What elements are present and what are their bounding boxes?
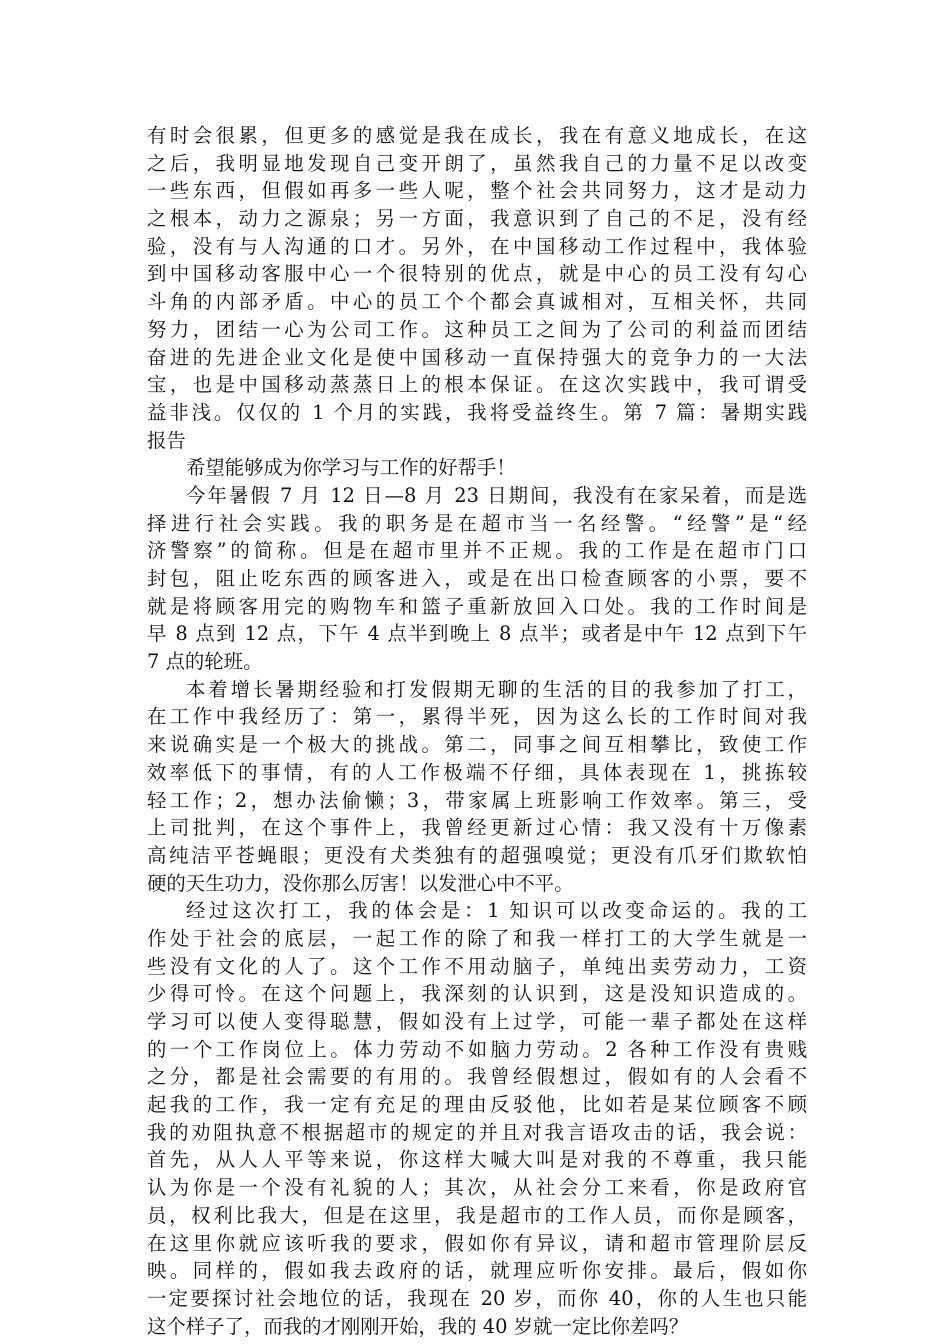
text-line: 首先，从人人平等来说，你这样大喊大叫是对我的不尊重，我只能	[147, 1148, 807, 1172]
document-body	[147, 122, 807, 1340]
text-line: 有时会很累，但更多的感觉是我在成长，我在有意义地成长，在这	[147, 124, 807, 147]
text-line: 今年暑假 7 月 12 日—8 月 23 日期间，我没有在家呆着，而是选	[186, 483, 807, 507]
text-line: 一定要探讨社会地位的话，我现在 20 岁，而你 40，你的人生也只能	[147, 1286, 807, 1310]
text-line: 经过这次打工，我的体会是：1 知识可以改变命运的。我的工	[186, 899, 807, 923]
text-line: 映。同样的，假如我去政府的话，就理应听你安排。最后，假如你	[147, 1259, 807, 1283]
text-line: 来说确实是一个极大的挑战。第二，同事之间互相攀比，致使工作	[147, 733, 807, 757]
text-line: 上司批判，在这个事件上，我曾经更新过心情：我又没有十万像素	[147, 816, 807, 840]
text-line: 奋进的先进企业文化是使中国移动一直保持强大的竞争力的一大法	[147, 345, 807, 369]
text-line: 之根本，动力之源泉；另一方面，我意识到了自己的不足，没有经	[147, 207, 807, 231]
text-line: 斗角的内部矛盾。中心的员工个个都会真诚相对，互相关怀，共同	[147, 290, 807, 314]
text-line: 早 8 点到 12 点，下午 4 点半到晚上 8 点半；或者是中午 12 点到下午	[147, 622, 807, 646]
text-line: 学习可以使人变得聪慧，假如没有上过学，可能一辈子都处在这样	[147, 1010, 807, 1033]
text-line: 轻工作；2，想办法偷懒；3，带家属上班影响工作效率。第三，受	[147, 788, 807, 812]
text-line: 的一个工作岗位上。体力劳动不如脑力劳动。2 各种工作没有贵贱	[147, 1037, 807, 1061]
text-line: 在工作中我经历了：第一，累得半死，因为这么长的工作时间对我	[147, 705, 807, 729]
text-line: 择进行社会实践。我的职务是在超市当一名经警。“经警”是“经	[147, 511, 807, 535]
text-line: 效率低下的事情，有的人工作极端不仔细，具体表现在 1，挑拣较	[147, 760, 807, 784]
text-line: 员，权利比我大，但是在这里，我是超市的工作人员，而你是顾客，	[147, 1203, 807, 1227]
text-line: 宝，也是中国移动蒸蒸日上的根本保证。在这次实践中，我可谓受	[147, 373, 807, 397]
text-line: 报告	[147, 428, 186, 452]
text-line: 到中国移动客服中心一个很特别的优点，就是中心的员工没有勾心	[147, 262, 807, 286]
text-line: 在这里你就应该听我的要求，假如你有异议，请和超市管理阶层反	[147, 1231, 807, 1255]
text-line: 作处于社会的底层，一起工作的除了和我一样打工的大学生就是一	[147, 926, 807, 950]
text-line: 认为你是一个没有礼貌的人；其次，从社会分工来看，你是政府官	[147, 1176, 807, 1200]
text-line: 少得可怜。在这个问题上，我深刻的认识到，这是没知识造成的。	[147, 982, 807, 1006]
text-line: 验，没有与人沟通的口才。另外，在中国移动工作过程中，我体验	[147, 234, 807, 258]
text-line: 7 点的轮班。	[147, 650, 263, 674]
text-line: 些没有文化的人了。这个工作不用动脑子，单纯出卖劳动力，工资	[147, 954, 807, 978]
text-line: 本着增长暑期经验和打发假期无聊的生活的目的我参加了打工，	[186, 677, 807, 701]
text-line: 我的劝阻执意不根据超市的规定的并且对我言语攻击的话，我会说：	[147, 1120, 807, 1144]
text-line: 硬的天生功力，没你那么厉害！以发泄心中不平。	[147, 871, 574, 895]
text-line: 起我的工作，我一定有充足的理由反驳他，比如若是某位顾客不顾	[147, 1093, 807, 1117]
text-line: 济警察”的简称。但是在超市里并不正规。我的工作是在超市门口	[147, 539, 807, 563]
text-line: 就是将顾客用完的购物车和篮子重新放回入口处。我的工作时间是	[147, 594, 807, 618]
text-line: 封包，阻止吃东西的顾客进入，或是在出口检查顾客的小票，要不	[147, 567, 807, 590]
text-line: 希望能够成为你学习与工作的好帮手！	[186, 456, 516, 480]
text-line: 益非浅。仅仅的 1 个月的实践，我将受益终生。第 7 篇：暑期实践	[147, 400, 807, 424]
text-line: 高纯洁平苍蝇眼；更没有犬类独有的超强嗅觉；更没有爪牙们欺软怕	[147, 843, 807, 867]
text-line: 一些东西，但假如再多一些人呢，整个社会共同努力，这才是动力	[147, 179, 807, 203]
text-line: 努力，团结一心为公司工作。这种员工之间为了公司的利益而团结	[147, 317, 807, 341]
text-line: 这个样子了，而我的才刚刚开始，我的 40 岁就一定比你差吗？	[147, 1314, 689, 1338]
text-line: 之后，我明显地发现自己变开朗了，虽然我自己的力量不足以改变	[147, 151, 807, 175]
text-line: 之分，都是社会需要的有用的。我曾经假想过，假如有的人会看不	[147, 1065, 807, 1089]
